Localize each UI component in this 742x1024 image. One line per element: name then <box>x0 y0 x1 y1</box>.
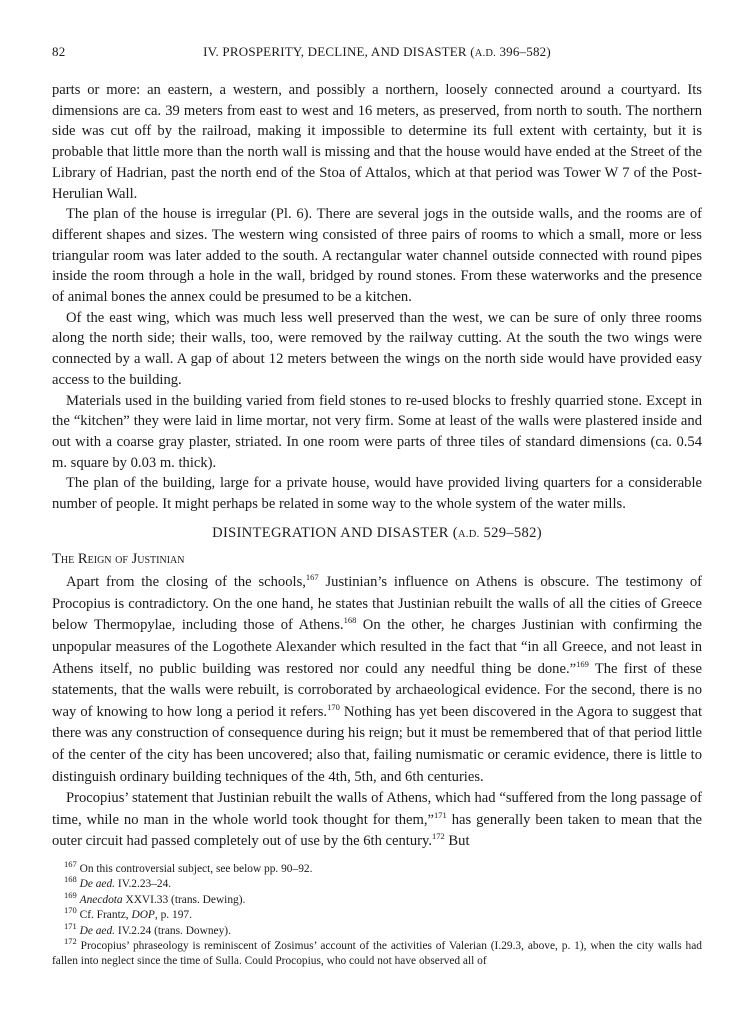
footnote-ref[interactable]: 167 <box>305 572 319 583</box>
book-page <box>52 44 702 970</box>
paragraph: parts or more: an eastern, a western, and possibly a northern, loosely connected around a courtyard. Its dimensions are ca. 39 meters from east to west and 16 meters, as preserved, from north to south. The northern side was cut off by the railroad, making it impossible to determine its full extent with certainty, but it is probable that little more than the north wall is missing and that the house would have ended at the Street of the Library of Hadrian, past the north end of the Stoa of Attalos, which at that period was Tower W 7 of the Post-Herulian Wall. <box>52 82 702 202</box>
paragraph: Materials used in the building varied from field stones to re-used blocks to freshly quarried stone. Except in the “kitchen” they were laid in lime mortar, not very firm. Some at least of the walls were plastered inside and out with a coarse gray plaster, striated. In one room were parts of three tiles of standard dimensions (ca. 0.54 m. square by 0.03 m. thick). <box>52 392 702 471</box>
running-header <box>52 44 702 66</box>
footnote-ref[interactable]: 168 <box>343 615 357 626</box>
footnote-ref[interactable]: 171 <box>434 809 447 820</box>
paragraph: Apart from the closing of the schools,$^{167}$ Justinian’s influence on Athens is obscure. The testimony of Procopius is contradictory. On the one hand, he states that Justinian rebuilt the walls of all the cities of Greece below Thermopylae, including those of Athens.$^{168}$ On the other, he charges Justinian with confirming the unpopular measures of the Logothete Alexander which resulted in the fact that “in all Greece, and not least in Athens itself, no public building was restored nor could any needful thing be done.”$^{169}$ The first of these statements, that the walls were rebuilt, is corroborated by archaeological evidence. For the second, there is no way of knowing to how long a period it refers.$^{170}$ Nothing has yet been discovered in the Agora to suggest that there was any construction of consequence during his reign; but it must be remembered that of that period little of the center of the city has been uncovered; also that, failing numismatic or ceramic evidence, there is little to distinguish ordinary building techniques of the 4th, 5th, and 6th centuries. <box>52 572 703 785</box>
footnote: $^{169}$ Anecdota XXVI.33 (trans. Dewing). <box>64 889 246 906</box>
footnote-ref[interactable]: 169 <box>576 658 589 669</box>
justinian-section <box>52 572 702 853</box>
sub-heading: The Reign of Justinian <box>52 551 185 568</box>
footnote: $^{171}$ De aed. IV.2.24 (trans. Downey). <box>64 920 231 937</box>
footnote-ref[interactable]: 172 <box>432 831 445 842</box>
page-number: 82 <box>52 44 66 59</box>
section-heading: DISINTEGRATION AND DISASTER (A.D. 529–582) <box>212 524 542 541</box>
footnote-ref[interactable]: 170 <box>327 701 340 712</box>
main-text <box>52 80 702 853</box>
footnotes <box>52 859 702 970</box>
footnote: $^{170}$ Cf. Frantz, DOP, p. 197. <box>64 905 192 922</box>
paragraph: The plan of the house is irregular (Pl. 6). There are several jogs in the outside walls, and the rooms are of different shapes and sizes. The western wing consisted of three pairs of rooms to which a small, more or less triangular room was later added to the south. A rectangular water channel outside connected with round pipes inside the room through a hole in the wall, bridged by round stones. From these waterworks and the presence of animal bones the annex could be presumed to be a kitchen. <box>52 206 702 306</box>
paragraph: Procopius’ statement that Justinian rebuilt the walls of Athens, which had “suffered from the long passage of time, while no man in the whole world took thought for them,”$^{171}$ has generally been taken to mean that the outer circuit had passed completely out of use by the 6th century.$^{172}$ But <box>52 790 702 850</box>
footnote: $^{168}$ De aed. IV.2.23–24. <box>64 874 172 891</box>
footnote: $^{167}$ On this controversial subject, see below pp. 90–92. <box>64 859 313 875</box>
chapter-title: IV. PROSPERITY, DECLINE, AND DISASTER (A.D. 396–582) <box>203 44 551 59</box>
paragraph: The plan of the building, large for a private house, would have provided living quarters for a considerable number of people. It might perhaps be related in some way to the whole system of the water mills. <box>52 475 702 513</box>
footnote: $^{172}$ Procopius’ phraseology is reminiscent of Zosimus’ account of the activities of Valerian (I.29.3, above, p. 1), when the city walls had fallen into neglect since the time of Sulla. Could Procopius, who could not have observed all of <box>52 936 702 968</box>
paragraph: Of the east wing, which was much less well preserved than the west, we can be sure of only three rooms along the north side; their walls, too, were removed by the railway cutting. At the south the two wings were connected by a wall. A gap of about 12 meters between the wings on the north side would have provided easy access to the building. <box>52 309 702 388</box>
